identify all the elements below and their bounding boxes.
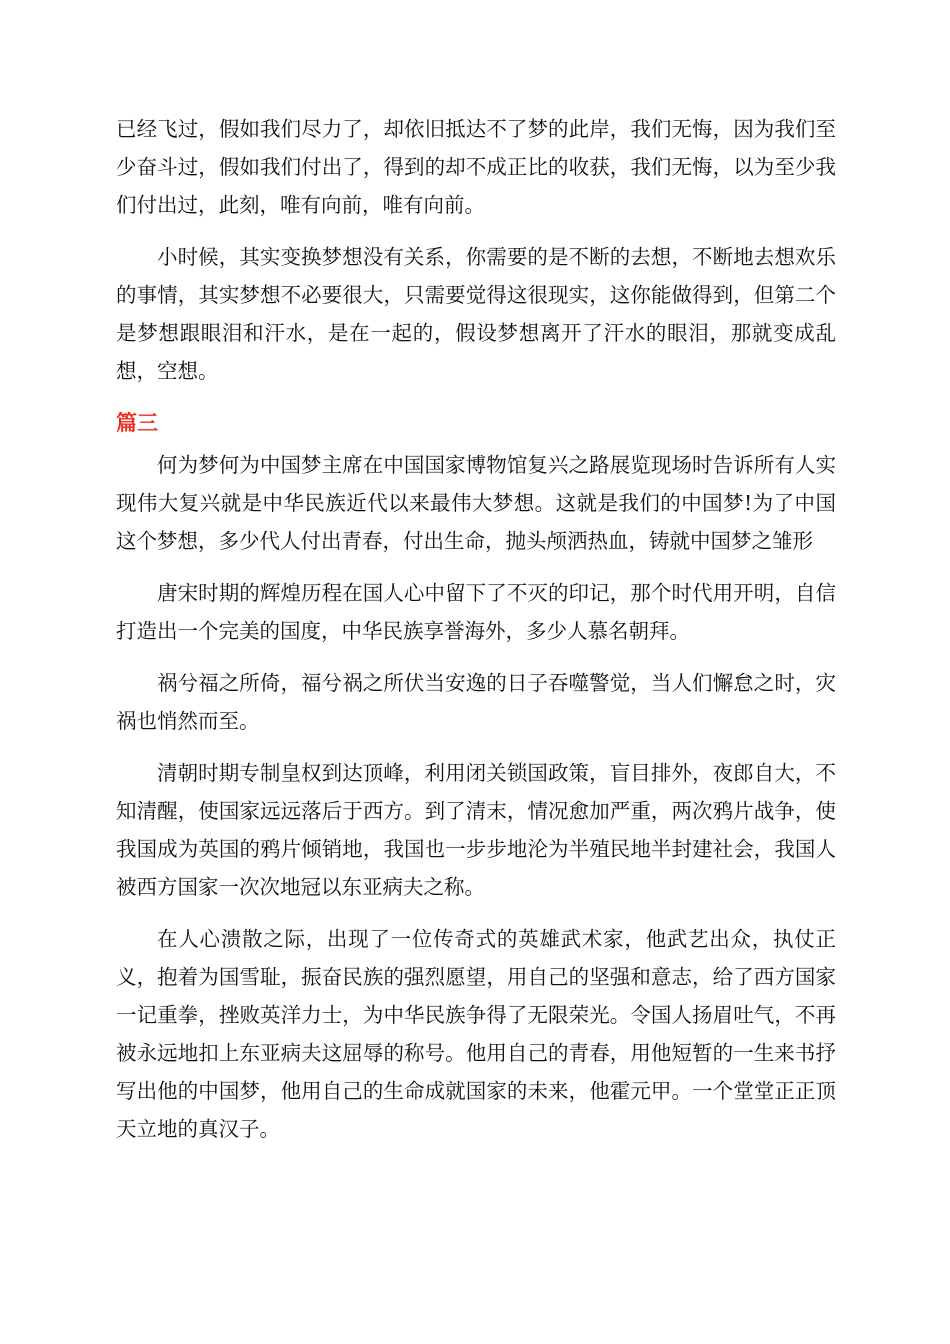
- paragraph-huo-yuanjia: 在人心溃散之际，出现了一位传奇式的英雄武术家，他武艺出众，执仗正义，抱着为国雪耻，振奋民族的强烈愿望，用自己的坚强和意志，给了西方国家一记重拳，挫败英洋力士，为中华民族争得了无限荣光。令国人扬眉吐气，不再被永远地扣上东亚病夫这屈辱的称号。他用自己的青春，用他短暂的一生来书抒写出他的中国梦，他用自己的生命成就国家的未来，他霍元甲。一个堂堂正正顶天立地的真汉子。: [116, 927, 836, 1141]
- paragraph-qing-dynasty: 清朝时期专制皇权到达顶峰，利用闭关锁国政策，盲目排外，夜郎自大，不知清醒，使国家远远落后于西方。到了清末，情况愈加严重，两次鸦片战争，使我国成为英国的鸦片倾销地，我国也一步步地沦为半殖民地半封建社会，我国人被西方国家一次次地冠以东亚病夫之称。: [116, 761, 836, 899]
- paragraph-dream-childhood: 小时候，其实变换梦想没有关系，你需要的是不断的去想，不断地去想欢乐的事情，其实梦想不必要很大，只需要觉得这很现实，这你能做得到，但第二个是梦想跟眼泪和汗水，是在一起的，假设梦想离开了汗水的眼泪，那就变成乱想，空想。: [116, 245, 836, 383]
- section-heading: 篇三: [116, 411, 158, 435]
- paragraph-china-dream: 何为梦何为中国梦主席在中国国家博物馆复兴之路展览现场时告诉所有人实现伟大复兴就是中华民族近代以来最伟大梦想。这就是我们的中国梦!为了中国这个梦想，多少代人付出青春，付出生命，抛头颅洒热血，铸就中国梦之雏形: [116, 453, 836, 553]
- document-body: [116, 110, 836, 1162]
- paragraph-fortune: 祸兮福之所倚，福兮祸之所伏当安逸的日子吞噬警觉，当人们懈怠之时，灾祸也悄然而至。: [116, 671, 836, 733]
- paragraph-continued: 已经飞过，假如我们尽力了，却依旧抵达不了梦的此岸，我们无悔，因为我们至少奋斗过，假如我们付出了，得到的却不成正比的收获，我们无悔，以为至少我们付出过，此刻，唯有向前，唯有向前。: [116, 117, 836, 217]
- paragraph-tang-song: 唐宋时期的辉煌历程在国人心中留下了不灭的印记，那个时代用开明，自信打造出一个完美的国度，中华民族享誉海外，多少人慕名朝拜。: [116, 581, 836, 643]
